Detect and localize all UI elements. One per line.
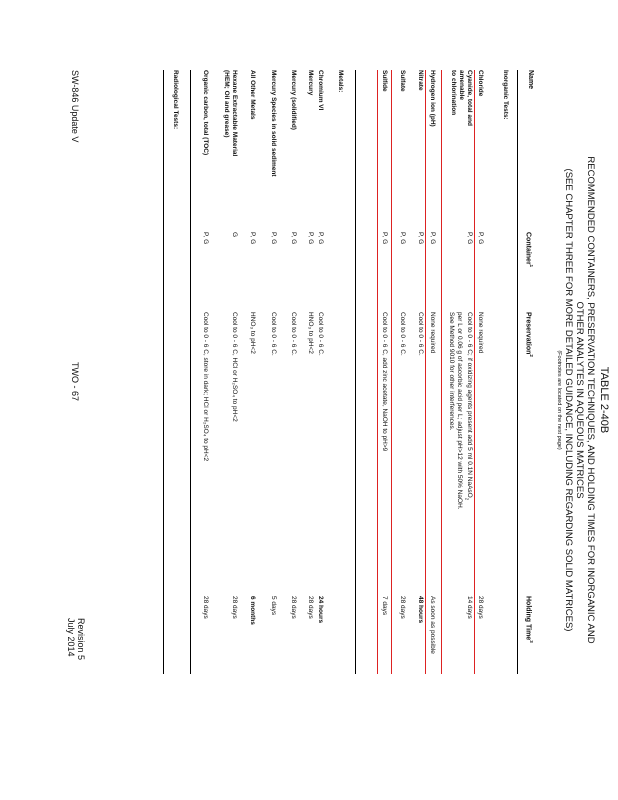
row-hem-container: G: [231, 232, 238, 238]
row-chromium-name: Chromium VI: [317, 70, 324, 111]
row-chloride-preservation: None required: [477, 312, 484, 354]
row-mercury-species-preservation: Cool to 0 - 6 C.: [270, 312, 277, 356]
row-mercury-species-name: Mercury Species in solid sediment: [270, 70, 277, 177]
row-ph-container: P, G: [429, 232, 436, 245]
footer-revision: Revision 5 July 2014: [66, 618, 86, 661]
highlight-line: [377, 70, 378, 674]
row-cyanide-holding: 14 days: [466, 596, 473, 619]
row-mercury-species-holding: 5 days: [270, 596, 277, 616]
row-chloride-holding: 28 days: [477, 596, 484, 619]
row-mercury-solidified-container: P, G: [290, 232, 297, 245]
highlight-line: [474, 70, 475, 674]
row-sulfide-name: Sulfide: [381, 70, 388, 92]
section-rule: [355, 70, 356, 674]
row-mercury-solidified-preservation: Cool to 0 - 6 C.: [290, 312, 297, 356]
row-chromium-container: P, G: [317, 232, 324, 245]
row-sulfate-container: P, G: [399, 232, 406, 245]
highlight-line: [425, 70, 426, 674]
row-hem-name: Hexane Extractable Material (HEM; Oil and grease): [223, 70, 238, 157]
row-ph-preservation: None required: [429, 312, 436, 354]
row-mercury-species-container: P, G: [270, 232, 277, 245]
row-sulfate-holding: 28 days: [399, 596, 406, 619]
footer-document-id: SW-846 Update V: [70, 70, 80, 143]
table-subtitle: [563, 0, 596, 800]
table-title: TABLE 2-40B: [598, 366, 610, 434]
header-rule: [517, 70, 518, 674]
row-other-metals-name: All Other Metals: [249, 70, 256, 120]
row-mercury-container: P, G: [307, 232, 314, 245]
row-other-metals-holding: 6 months: [249, 596, 256, 625]
column-header-preservation: Preservation$^2$: [524, 312, 534, 357]
column-header-name: Name: [527, 70, 534, 90]
row-toc-holding: 28 days: [202, 596, 209, 619]
column-header-container: Container$^1$: [524, 232, 534, 268]
row-chloride-name: Chloride: [477, 70, 484, 97]
subtitle-line-1: RECOMMENDED CONTAINERS, PRESERVATION TECHNIQUES, AND HOLDING TIMES FOR INORGANIC AND: [585, 156, 596, 644]
row-hem-holding: 28 days: [231, 596, 238, 619]
row-mercury-name: Mercury: [307, 70, 314, 96]
row-other-metals-preservation: HNO₃ to pH<2: [249, 312, 256, 354]
row-toc-container: P, G: [202, 232, 209, 245]
row-nitrate-name: Nitrate: [417, 70, 424, 91]
row-other-metals-container: P, G: [249, 232, 256, 245]
row-ph-holding: As soon as possible: [429, 596, 436, 654]
row-sulfate-name: Sulfate: [399, 70, 406, 92]
row-chromium-preservation: Cool to 0 - 6 C.: [317, 312, 324, 356]
row-hem-preservation: Cool to 0 - 6 C, HCl or H₂SO₄ to pH<2: [231, 312, 238, 422]
row-cyanide-container: P, G: [466, 232, 473, 245]
footer-page-number: TWO - 67: [70, 362, 80, 402]
row-mercury-solidified-name: Mercury (solidified): [290, 70, 297, 130]
highlight-line: [441, 70, 442, 674]
row-toc-name: Organic carbon, total (TOC): [202, 70, 209, 156]
row-ph-name: Hydrogen ion (pH): [429, 70, 436, 127]
row-sulfide-holding: 7 days: [381, 596, 388, 616]
row-mercury-solidified-holding: 28 days: [290, 596, 297, 619]
row-chromium-holding: 24 hours: [317, 596, 324, 624]
footnote-note: (Footnotes are located on the next page): [556, 350, 562, 450]
section-radiological-tests: Radiological Tests:: [172, 70, 179, 130]
row-sulfate-preservation: Cool to 0 - 6 C.: [399, 312, 406, 356]
subtitle-line-3: (SEE CHAPTER THREE FOR MORE DETAILED GUIDANCE, INCLUDING REGARDING SOLID MATRICES): [563, 168, 574, 632]
table-bottom-rule: [163, 70, 164, 674]
row-cyanide-name: Cyanide, total and amenable to chlorination: [450, 70, 473, 126]
row-nitrate-container: P, G: [417, 232, 424, 245]
subtitle-line-2: OTHER ANALYTES IN AQUEOUS MATRICES: [574, 301, 585, 499]
row-nitrate-preservation: Cool to 0 - 6 C.: [417, 312, 424, 356]
row-sulfide-container: P, G: [381, 232, 388, 245]
row-mercury-preservation: HNO₃ to pH<2: [307, 312, 314, 354]
section-inorganic-tests: Inorganic Tests:: [502, 70, 509, 120]
row-cyanide-preservation: Cool to 0 - 6 C; if oxidizing agents present add 5 ml 0.1N NaAsO$_2$ per L or 0.06 g of ascorbic acid per L; adjust pH>12 with 50% NaOH. See Method 9010 for other interferences.: [447, 312, 473, 510]
row-sulfide-preservation: Cool to 0 - 6 C, add zinc acetate, NaOH to pH>9: [381, 312, 388, 452]
column-header-holding-time: Holding Time$^3$: [524, 596, 534, 643]
section-metals: Metals:: [337, 70, 344, 93]
row-toc-preservation: Cool to 0 - 6 C, store in dark; HCl or H₂SO₄ to pH<2: [202, 312, 209, 462]
row-mercury-holding: 28 days: [307, 596, 314, 619]
row-chloride-container: P, G: [477, 232, 484, 245]
row-nitrate-holding: 48 hours: [417, 596, 424, 624]
highlight-line: [391, 70, 392, 674]
section-rule: [190, 70, 191, 674]
